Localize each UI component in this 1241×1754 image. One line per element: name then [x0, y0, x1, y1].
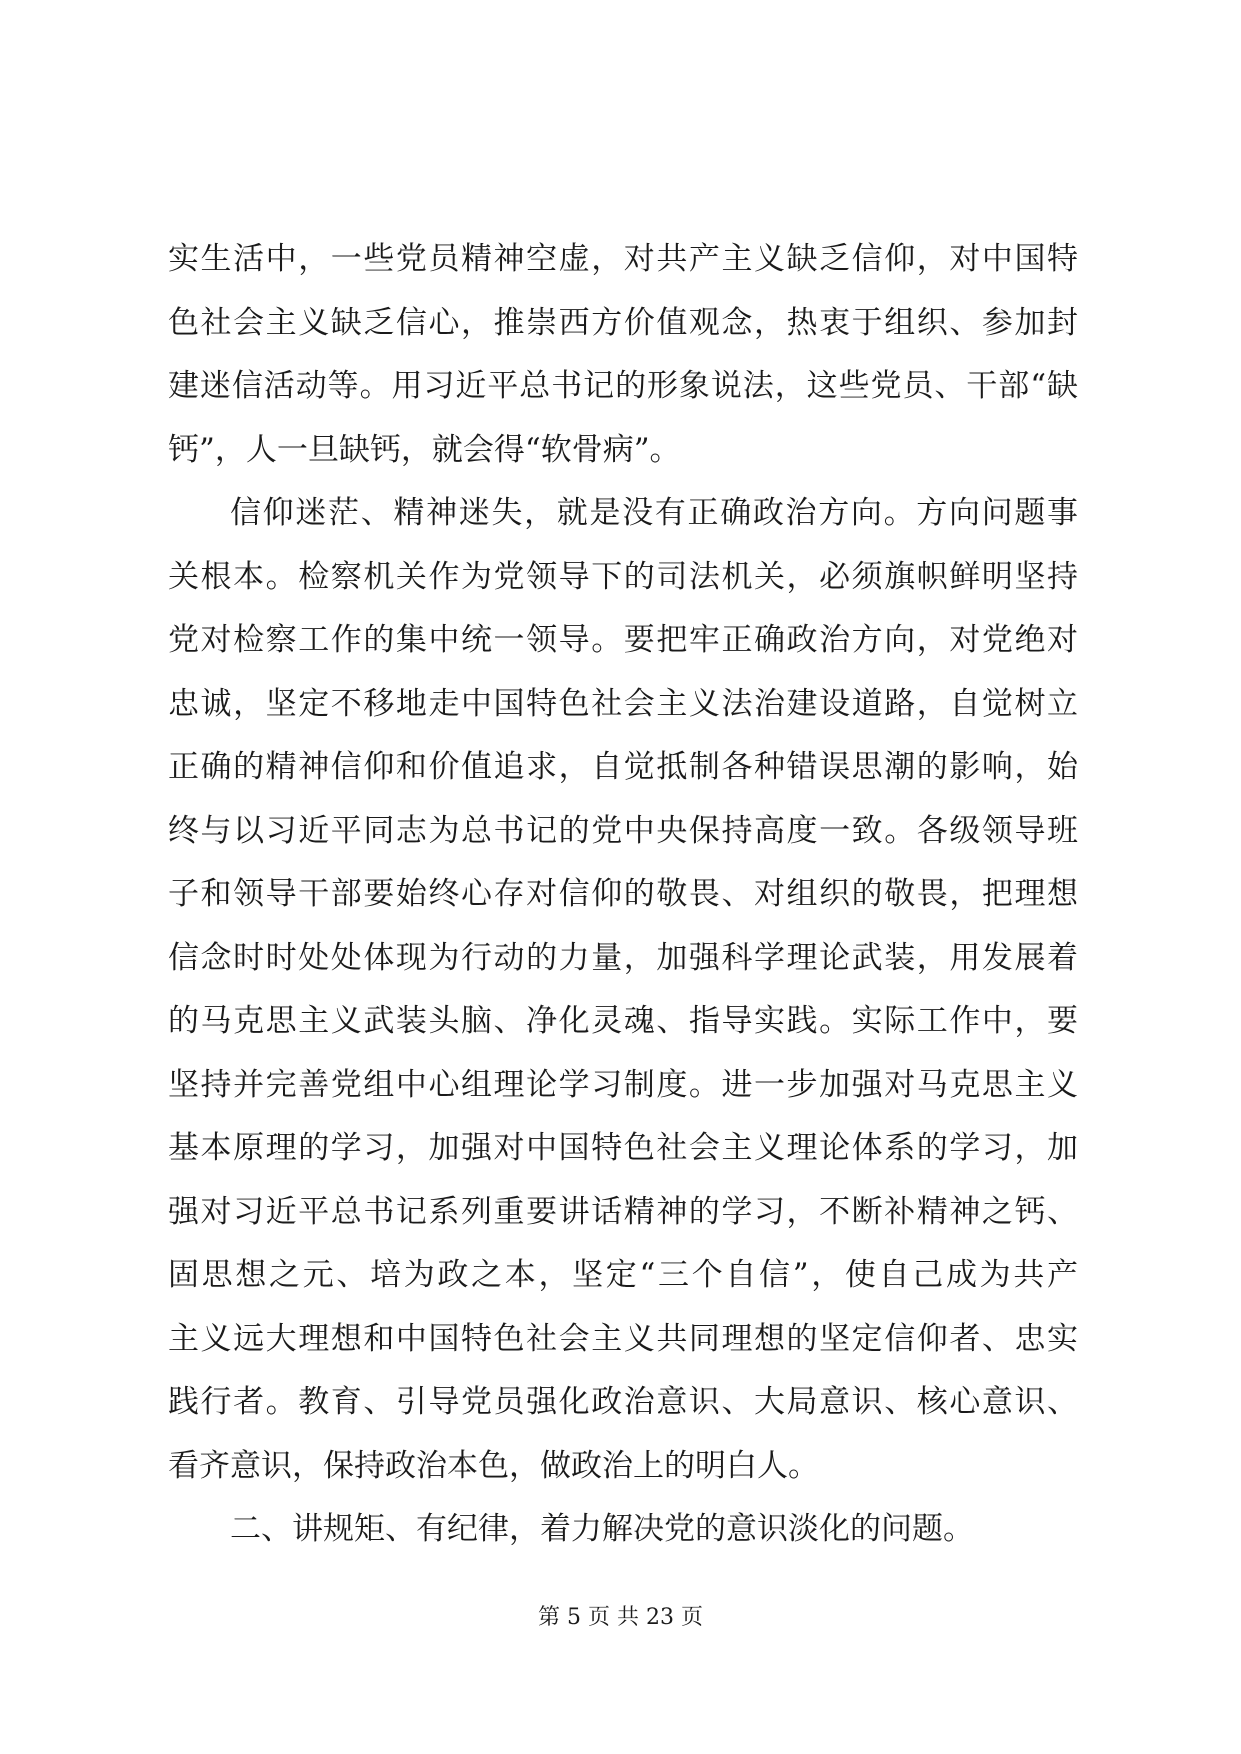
text-line: 信仰迷茫、精神迷失，就是没有正确政治方向。方向问题事 [230, 495, 1078, 531]
paragraph [168, 228, 1078, 482]
text-line: 基本原理的学习，加强对中国特色社会主义理论体系的学习，加 [168, 1130, 1078, 1166]
document-body [168, 228, 1078, 1562]
text-line: 子和领导干部要始终心存对信仰的敬畏、对组织的敬畏，把理想 [168, 876, 1078, 912]
text-line: 看齐意识，保持政治本色，做政治上的明白人。 [168, 1447, 819, 1484]
text-line: 正确的精神信仰和价值追求，自觉抵制各种错误思潮的影响，始 [168, 749, 1078, 785]
section-heading [168, 1498, 1078, 1562]
text-line: 建迷信活动等。用习近平总书记的形象说法，这些党员、干部“缺 [168, 368, 1078, 404]
text-line: 实生活中，一些党员精神空虚，对共产主义缺乏信仰，对中国特 [168, 241, 1078, 277]
text-line: 主义远大理想和中国特色社会主义共同理想的坚定信仰者、忠实 [168, 1320, 1078, 1357]
text-line: 强对习近平总书记系列重要讲话精神的学习，不断补精神之钙、 [168, 1193, 1078, 1230]
text-line: 色社会主义缺乏信心，推崇西方价值观念，热衷于组织、参加封 [168, 304, 1078, 341]
text-line: 践行者。教育、引导党员强化政治意识、大局意识、核心意识、 [168, 1384, 1078, 1420]
page-number-footer: 第 5 页 共 23 页 [538, 1605, 703, 1630]
text-line: 终与以习近平同志为总书记的党中央保持高度一致。各级领导班 [168, 812, 1078, 849]
text-line: 二、讲规矩、有纪律，着力解决党的意识淡化的问题。 [230, 1511, 974, 1547]
paragraph [168, 482, 1078, 1498]
text-line: 钙”，人一旦缺钙，就会得“软骨病”。 [168, 431, 681, 468]
text-line: 固思想之元、培为政之本，坚定“三个自信”，使自己成为共产 [168, 1257, 1078, 1293]
text-line: 信念时时处处体现为行动的力量，加强科学理论武装，用发展着 [168, 939, 1078, 976]
text-line: 关根本。检察机关作为党领导下的司法机关，必须旗帜鲜明坚持 [168, 558, 1078, 595]
text-line: 党对检察工作的集中统一领导。要把牢正确政治方向，对党绝对 [168, 622, 1078, 658]
text-line: 的马克思主义武装头脑、净化灵魂、指导实践。实际工作中，要 [168, 1003, 1078, 1039]
text-line: 坚持并完善党组中心组理论学习制度。进一步加强对马克思主义 [168, 1066, 1078, 1103]
text-line: 忠诚，坚定不移地走中国特色社会主义法治建设道路，自觉树立 [168, 685, 1078, 722]
